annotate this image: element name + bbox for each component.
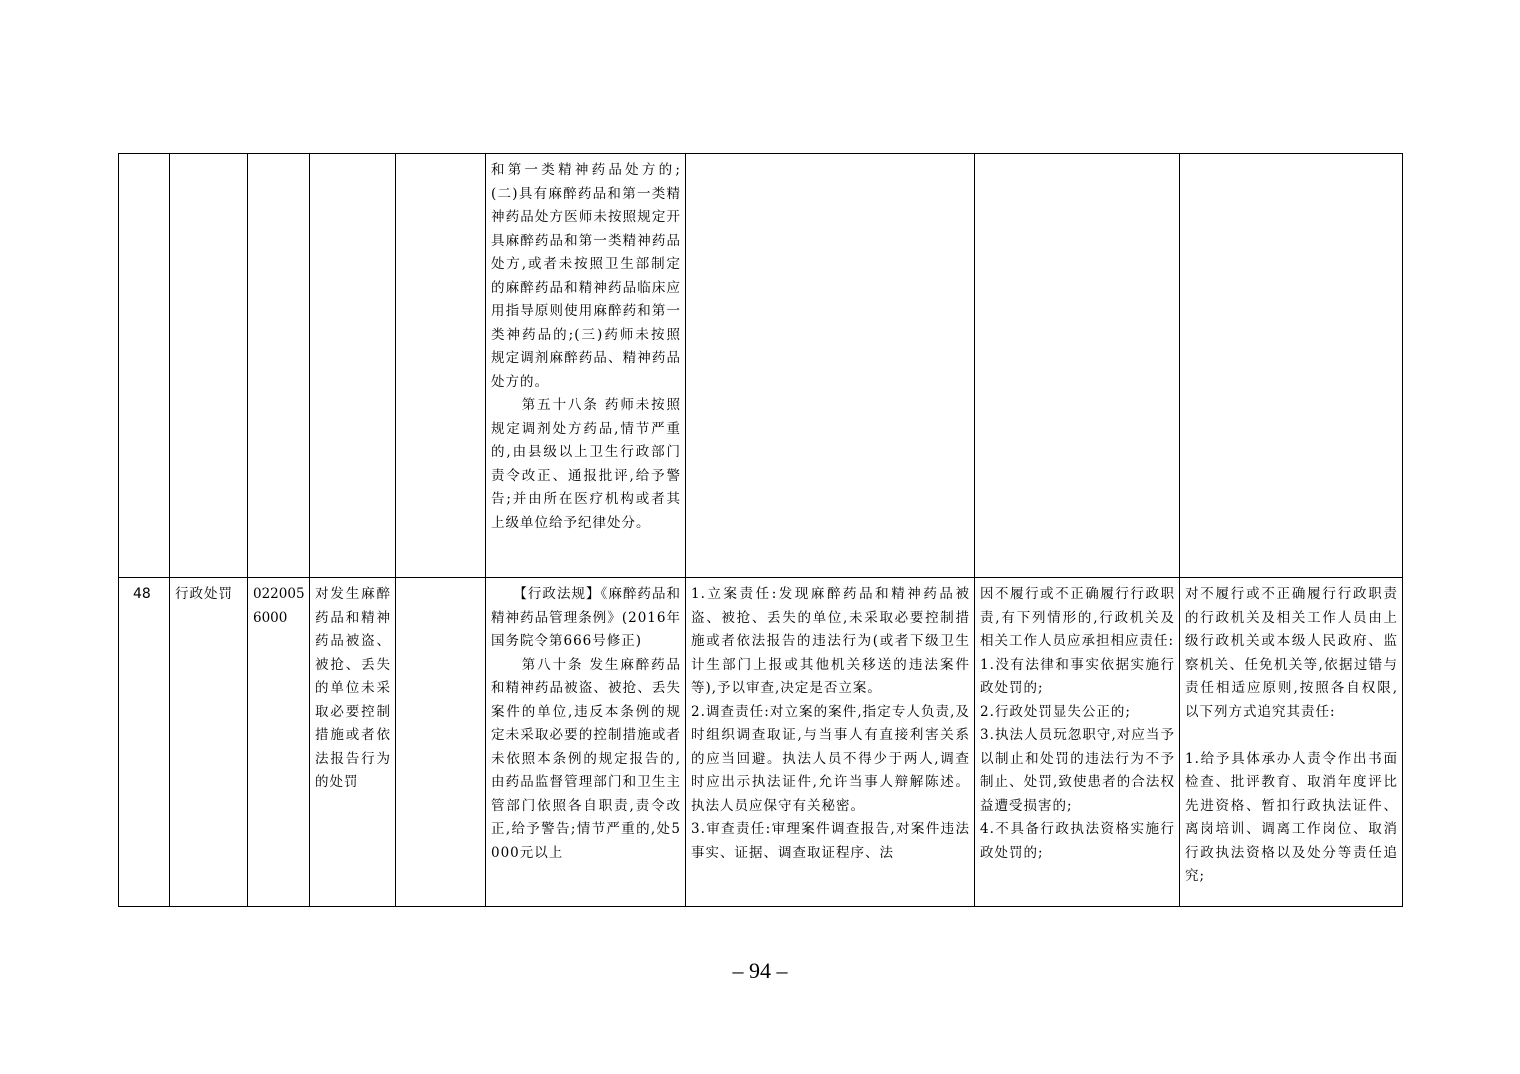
- cell-code: [248, 154, 310, 578]
- table-row: [119, 154, 1403, 578]
- cell-accountability: 因不履行或不正确履行行政职责,有下列情形的,行政机关及相关工作人员应承担相应责任: 1.没有法律和事实依据实施行政处罚的; 2.行政处罚显失公正的; 3.执法人员玩忽职守,对应当予以制止和处罚的违法行为不予制止、处罚,致使患者的合法权益遭受损害的; 4.不具备行政执法资格实施行政处罚的;: [975, 578, 1180, 907]
- cell-blank: [396, 154, 486, 578]
- cell-code: 0220056000: [248, 578, 310, 907]
- cell-blank: [396, 578, 486, 907]
- cell-num: 48: [119, 578, 170, 907]
- cell-type: [170, 154, 248, 578]
- page-number: – 94 –: [732, 958, 788, 983]
- cell-method: [1180, 154, 1403, 578]
- table-row: [119, 578, 1403, 907]
- cell-duty: 1.立案责任:发现麻醉药品和精神药品被盗、被抢、丢失的单位,未采取必要控制措施或者依法报告的违法行为(或者下级卫生计生部门上报或其他机关移送的违法案件等),予以审查,决定是否立案。 2.调查责任:对立案的案件,指定专人负责,及时组织调查取证,与当事人有直接利害关系的应当回避。执法人员不得少于两人,调查时应出示执法证件,允许当事人辩解陈述。执法人员应保守有关秘密。 3.审查责任:审理案件调查报告,对案件违法事实、证据、调查取证程序、法: [686, 578, 975, 907]
- cell-duty: [686, 154, 975, 578]
- cell-basis: 和第一类精神药品处方的;(二)具有麻醉药品和第一类精神药品处方医师未按照规定开具麻醉药品和第一类精神药品处方,或者未按照卫生部制定的麻醉药品和精神药品临床应用指导原则使用麻醉药和第一类神药品的;(三)药师未按照规定调剂麻醉药品、精神药品处方的。 第五十八条 药师未按照规定调剂处方药品,情节严重的,由县级以上卫生行政部门责令改正、通报批评,给予警告;并由所在医疗机构或者其上级单位给予纪律处分。: [486, 154, 686, 578]
- cell-name: 对发生麻醉药品和精神药品被盗、被抢、丢失的单位未采取必要控制措施或者依法报告行为的处罚: [310, 578, 396, 907]
- cell-num: [119, 154, 170, 578]
- cell-basis: 【行政法规】《麻醉药品和精神药品管理条例》(2016年国务院令第666号修正) 第八十条 发生麻醉药品和精神药品被盗、被抢、丢失案件的单位,违反本条例的规定未采取必要的控制措施或者未依照本条例的规定报告的,由药品监督管理部门和卫生主管部门依照各自职责,责令改正,给予警告;情节严重的,处5000元以上: [486, 578, 686, 907]
- responsibility-table: [118, 153, 1403, 907]
- cell-type: 行政处罚: [170, 578, 248, 907]
- cell-name: [310, 154, 396, 578]
- cell-method: 对不履行或不正确履行行政职责的行政机关及相关工作人员由上级行政机关或本级人民政府、监察机关、任免机关等,依据过错与责任相适应原则,按照各自权限,以下列方式追究其责任: 1.给予具体承办人责令作出书面检查、批评教育、取消年度评比先进资格、暂扣行政执法证件、离岗培训、调离工作岗位、取消行政执法资格以及处分等责任追究;: [1180, 578, 1403, 907]
- cell-accountability: [975, 154, 1180, 578]
